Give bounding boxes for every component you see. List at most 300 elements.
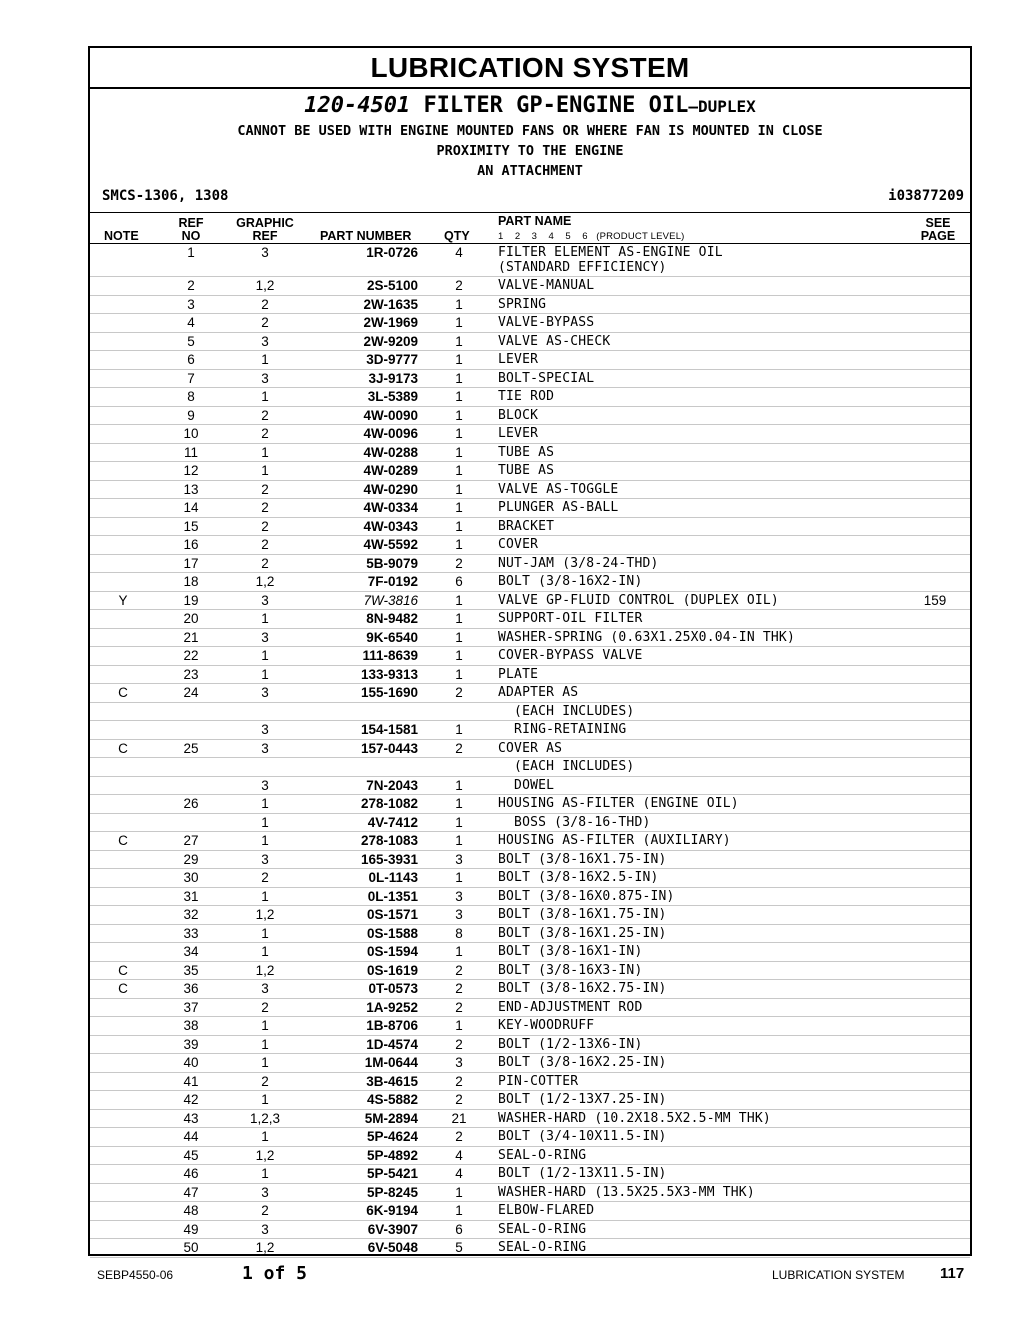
table-row [90,814,970,833]
row-part-number: 157-0443 [360,740,418,756]
row-ref-no: 22 [183,648,199,663]
row-qty: 4 [455,245,463,260]
table-row [90,1221,970,1240]
table-row [90,573,970,592]
row-ref-no: 31 [183,888,199,904]
row-graphic-ref: 1,2 [255,1147,275,1163]
table-row [90,758,970,777]
doc-number: SEBP4550-06 [97,1268,174,1282]
col-ref-top: REF [178,216,204,230]
row-qty: 1 [455,296,463,312]
row-part-name: HOUSING AS-FILTER (AUXILIARY) [498,833,731,848]
row-qty: 1 [455,629,463,645]
row-graphic-ref: 1,2 [255,574,275,589]
table-row [90,1036,970,1055]
section-title: LUBRICATION SYSTEM [90,48,970,89]
group-number: 120-4501 [304,93,411,118]
row-ref-no: 49 [183,1221,199,1237]
row-part-name: SEAL-O-RING [498,1221,587,1237]
row-part-number: 6V-3907 [367,1221,418,1237]
row-qty: 1 [455,333,463,349]
row-part-number: 5P-8245 [366,1184,418,1200]
row-graphic-ref: 1 [261,1055,269,1070]
row-qty: 2 [455,1129,463,1144]
row-part-name: BOLT (1/2-13X6-IN) [498,1036,643,1052]
row-part-number: 2W-1635 [363,296,418,312]
row-graphic-ref: 3 [261,851,269,867]
row-ref-no: 23 [183,666,199,682]
row-part-name: LEVER [498,426,539,441]
table-row [90,425,970,444]
table-row [90,703,970,722]
row-ref-no: 42 [183,1092,199,1107]
row-qty: 1 [455,814,463,830]
col-part-number: PART NUMBER [320,229,412,243]
row-graphic-ref: 1,2 [255,907,275,922]
table-row [90,1017,970,1036]
row-part-name: VALVE AS-CHECK [498,333,611,349]
table-row [90,610,970,629]
table-row [90,370,970,389]
row-qty: 1 [455,592,463,608]
row-graphic-ref: 1 [261,444,269,460]
row-ref-no: 2 [187,278,195,293]
row-graphic-ref: 1 [261,1129,269,1144]
row-part-name: BOLT-SPECIAL [498,370,595,386]
row-part-name: BOLT (3/8-16X2-IN) [498,574,643,589]
row-ref-no: 5 [187,333,195,349]
row-graphic-ref: 3 [261,722,269,737]
table-row [90,1239,970,1258]
row-part-number: 4V-7412 [367,814,418,830]
row-qty: 2 [455,962,463,978]
table-row [90,277,970,296]
row-qty: 2 [455,555,463,571]
row-graphic-ref: 1 [261,352,269,367]
row-qty: 3 [455,1055,463,1070]
row-ref-no: 34 [183,944,199,959]
col-part-name-label: PART NAME [498,214,572,228]
row-graphic-ref: 2 [261,555,269,571]
row-graphic-ref: 1 [261,814,269,830]
row-part-name: (EACH INCLUDES) [498,703,635,719]
row-ref-no: 39 [183,1036,199,1052]
row-part-number: 4W-0090 [363,407,418,423]
row-qty: 1 [455,666,463,682]
row-part-name: END-ADJUSTMENT ROD [498,999,643,1015]
group-suffix: —DUPLEX [688,97,756,116]
header-divider [90,212,970,213]
row-graphic-ref: 1 [261,666,269,682]
col-ref-bottom: NO [181,229,201,243]
row-part-name: BOLT (3/8-16X0.875-IN) [498,888,675,904]
row-note: C [118,833,128,848]
row-qty: 1 [455,796,463,811]
row-graphic-ref: 3 [261,592,269,608]
row-graphic-ref: 1 [261,1018,269,1033]
table-row [90,906,970,925]
row-ref-no: 44 [183,1129,199,1144]
row-qty: 2 [455,1092,463,1107]
page-of: 1 of 5 [242,1263,308,1284]
row-qty: 2 [455,278,463,293]
col-see-top: SEE [925,216,951,230]
note-line-1: CANNOT BE USED WITH ENGINE MOUNTED FANS OR WHERE FAN IS MOUNTED IN CLOSE [237,123,823,139]
row-qty: 21 [451,1110,467,1126]
row-part-number: 0S-1571 [366,907,418,922]
col-graphic-ref [230,217,300,243]
row-part-name: RING-RETAINING [498,722,627,737]
col-qty: QTY [444,229,470,243]
table-row [90,666,970,685]
row-part-name: TIE ROD [498,389,555,404]
row-graphic-ref: 1 [261,648,269,663]
row-graphic-ref: 1 [261,1166,269,1181]
table-row [90,244,970,277]
row-part-number: 278-1083 [360,833,418,848]
row-part-name: LEVER [498,352,539,367]
row-part-number: 5P-4892 [366,1147,418,1163]
col-note: NOTE [104,229,139,243]
row-qty: 3 [455,888,463,904]
table-row [90,684,970,703]
row-qty: 1 [455,870,463,885]
row-qty: 1 [455,1203,463,1218]
row-part-name: BLOCK [498,407,539,423]
table-row [90,592,970,611]
row-graphic-ref: 2 [261,426,269,441]
row-graphic-ref: 2 [261,500,269,515]
row-part-name: DOWEL [498,777,555,793]
table-row [90,407,970,426]
row-note: C [118,981,128,996]
row-qty: 1 [455,444,463,460]
table-row [90,980,970,999]
row-ref-no: 46 [183,1166,199,1181]
row-part-number: 0T-0573 [368,981,418,996]
row-ref-no: 36 [183,981,199,996]
row-part-number: 0L-1143 [368,870,418,885]
row-part-number: 1M-0644 [364,1055,418,1070]
row-qty: 2 [455,740,463,756]
row-graphic-ref: 3 [261,333,269,349]
row-part-name: BOLT (3/8-16X2.5-IN) [498,870,659,885]
row-part-number: 4S-5882 [366,1092,418,1107]
row-part-name: BOLT (3/4-10X11.5-IN) [498,1129,667,1144]
col-gref-bottom: REF [252,229,278,243]
row-part-name: VALVE AS-TOGGLE [498,481,619,497]
row-qty: 1 [455,500,463,515]
table-row [90,777,970,796]
row-ref-no: 19 [183,592,199,608]
row-qty: 1 [455,463,463,478]
row-qty: 2 [455,1073,463,1089]
col-see-bottom: PAGE [920,229,956,243]
row-part-name: WASHER-HARD (13.5X25.5X3-MM THK) [498,1184,755,1200]
row-part-number: 2S-5100 [366,278,418,293]
row-part-number: 4W-0343 [363,518,418,534]
row-ref-no: 43 [183,1110,199,1126]
row-note: Y [118,592,128,608]
row-ref-no: 24 [183,685,199,700]
row-graphic-ref: 3 [261,981,269,996]
row-graphic-ref: 2 [261,518,269,534]
row-qty: 1 [455,1018,463,1033]
row-ref-no: 38 [183,1018,199,1033]
row-part-number: 165-3931 [360,851,418,867]
row-ref-no: 32 [183,907,199,922]
row-ref-no: 33 [183,925,199,941]
row-part-name: SEAL-O-RING [498,1147,587,1163]
row-qty: 1 [455,389,463,404]
row-part-number: 8N-9482 [366,611,418,626]
row-graphic-ref: 1,2 [255,278,275,293]
row-part-number: 5M-2894 [364,1110,418,1126]
row-part-number: 4W-0096 [363,426,418,441]
row-part-number: 1R-0726 [366,245,418,260]
row-part-name: COVER AS [498,740,563,756]
row-qty: 6 [455,1221,463,1237]
row-part-number: 111-8639 [362,648,418,663]
row-part-number: 2W-9209 [363,333,418,349]
row-part-number: 1A-9252 [366,999,418,1015]
row-part-number: 133-9313 [360,666,418,682]
row-graphic-ref: 1 [261,1036,269,1052]
parts-table-body [90,244,970,1258]
row-graphic-ref: 1 [261,833,269,848]
table-row [90,629,970,648]
row-part-name: BOLT (1/2-13X11.5-IN) [498,1166,667,1181]
table-row [90,536,970,555]
row-part-number: 3J-9173 [368,370,418,386]
group-title [90,93,970,118]
row-part-name: WASHER-HARD (10.2X18.5X2.5-MM THK) [498,1110,771,1126]
row-qty: 2 [455,981,463,996]
row-graphic-ref: 2 [261,537,269,552]
row-note: C [118,740,128,756]
row-ref-no: 4 [187,315,195,330]
row-graphic-ref: 3 [261,1184,269,1200]
row-part-name: BOSS (3/8-16-THD) [498,814,651,830]
row-part-name: BOLT (3/8-16X3-IN) [498,962,643,978]
table-row [90,869,970,888]
table-row [90,999,970,1018]
group-name: FILTER GP-ENGINE OIL [423,93,689,118]
row-ref-no: 20 [183,611,199,626]
row-qty: 1 [455,518,463,534]
row-graphic-ref: 1,2 [255,1240,275,1255]
row-ref-no: 47 [183,1184,199,1200]
row-ref-no: 7 [187,370,195,386]
row-part-name: TUBE AS [498,444,555,460]
table-row [90,314,970,333]
row-ref-no: 30 [183,870,199,885]
row-part-name: BOLT (3/8-16X1.25-IN) [498,925,667,941]
row-part-number: 4W-0289 [363,463,418,478]
row-graphic-ref: 1 [261,389,269,404]
row-graphic-ref: 1 [261,611,269,626]
row-part-number: 3B-4615 [366,1073,418,1089]
row-part-number: 7W-3816 [363,592,418,608]
table-row [90,1073,970,1092]
table-row [90,296,970,315]
row-qty: 4 [455,1147,463,1163]
col-part-name [498,215,685,243]
row-part-name: (EACH INCLUDES) [498,759,635,774]
row-qty: 1 [455,481,463,497]
row-see-page: 159 [923,592,947,608]
row-graphic-ref: 2 [261,481,269,497]
row-ref-no: 29 [183,851,199,867]
row-qty: 1 [455,537,463,552]
row-qty: 4 [455,1166,463,1181]
row-part-name: BOLT (3/8-16X1.75-IN) [498,907,667,922]
row-part-number: 0L-1351 [367,888,418,904]
table-row [90,333,970,352]
row-qty: 1 [455,611,463,626]
row-part-name: HOUSING AS-FILTER (ENGINE OIL) [498,796,739,811]
row-graphic-ref: 2 [261,315,269,330]
row-ref-no: 25 [183,740,199,756]
row-graphic-ref: 2 [261,870,269,885]
row-part-name: PLUNGER AS-BALL [498,500,619,515]
row-part-name: FILTER ELEMENT AS-ENGINE OIL (STANDARD EFFICIENCY) [498,245,723,275]
row-part-name: BOLT (1/2-13X7.25-IN) [498,1092,667,1107]
row-part-number: 154-1581 [360,722,418,737]
row-qty: 1 [455,648,463,663]
table-row [90,888,970,907]
table-row [90,647,970,666]
row-qty: 1 [455,352,463,367]
table-row [90,481,970,500]
row-graphic-ref: 3 [261,777,269,793]
row-ref-no: 50 [183,1240,199,1255]
row-part-number: 4W-0334 [363,500,418,515]
row-qty: 1 [455,722,463,737]
table-row [90,1128,970,1147]
row-qty: 2 [455,999,463,1015]
row-graphic-ref: 1,2 [255,962,275,978]
row-graphic-ref: 1 [261,463,269,478]
row-part-name: BRACKET [498,518,555,534]
row-part-number: 5B-9079 [366,555,418,571]
row-part-name: SEAL-O-RING [498,1240,587,1255]
table-row [90,444,970,463]
row-ref-no: 26 [183,796,199,811]
row-part-number: 6V-5048 [367,1240,418,1255]
row-qty: 1 [455,777,463,793]
row-qty: 3 [455,907,463,922]
row-graphic-ref: 1 [261,1092,269,1107]
table-row [90,1054,970,1073]
row-qty: 1 [455,833,463,848]
row-graphic-ref: 2 [261,999,269,1015]
table-row [90,388,970,407]
page-footer [0,1262,1020,1286]
row-ref-no: 12 [183,463,199,478]
row-part-name: BOLT (3/8-16X2.25-IN) [498,1055,667,1070]
row-graphic-ref: 3 [261,245,269,260]
row-ref-no: 13 [183,481,199,497]
row-part-name: VALVE GP-FLUID CONTROL (DUPLEX OIL) [498,592,779,608]
row-graphic-ref: 3 [261,740,269,756]
table-row [90,1202,970,1221]
row-qty: 2 [455,1036,463,1052]
row-ref-no: 18 [183,574,199,589]
row-part-name: SUPPORT-OIL FILTER [498,611,643,626]
row-ref-no: 15 [183,518,199,534]
smcs-code: SMCS-1306, 1308 [102,188,229,204]
row-part-number: 5P-5421 [366,1166,418,1181]
row-qty: 1 [455,407,463,423]
row-part-name: BOLT (3/8-16X1.75-IN) [498,851,667,867]
col-ref [178,217,204,243]
smcs-row [102,188,964,208]
row-part-number: 2W-1969 [363,315,418,330]
row-qty: 3 [455,851,463,867]
row-ref-no: 9 [187,407,195,423]
table-row [90,962,970,981]
row-part-number: 4W-0288 [363,444,418,460]
table-row [90,462,970,481]
row-ref-no: 40 [183,1055,199,1070]
row-part-name: COVER-BYPASS VALVE [498,648,643,663]
row-part-number: 1B-8706 [366,1018,418,1033]
row-qty: 8 [455,925,463,941]
table-row [90,740,970,759]
row-part-number: 6K-9194 [366,1203,418,1218]
parts-page-frame [88,46,972,1256]
row-part-number: 7F-0192 [367,574,418,589]
row-qty: 1 [455,315,463,330]
row-graphic-ref: 1 [261,796,269,811]
table-row [90,925,970,944]
footer-section: LUBRICATION SYSTEM [772,1268,905,1282]
row-qty: 2 [455,685,463,700]
table-row [90,851,970,870]
row-ref-no: 45 [183,1147,199,1163]
row-ref-no: 8 [187,389,195,404]
row-part-name: NUT-JAM (3/8-24-THD) [498,555,659,571]
row-ref-no: 14 [183,500,199,515]
row-graphic-ref: 1,2,3 [249,1110,281,1126]
table-row [90,943,970,962]
row-part-name: ELBOW-FLARED [498,1203,595,1218]
page-number: 117 [940,1265,965,1282]
row-part-number: 1D-4574 [366,1036,418,1052]
row-ref-no: 1 [187,245,195,260]
row-part-name: PLATE [498,666,539,682]
row-ref-no: 11 [183,444,198,460]
row-part-name: BOLT (3/8-16X1-IN) [498,944,643,959]
row-ref-no: 10 [183,426,199,441]
table-row [90,795,970,814]
row-part-number: 155-1690 [360,685,418,700]
row-part-name: SPRING [498,296,547,312]
row-part-name: VALVE-BYPASS [498,315,595,330]
row-part-name: COVER [498,537,539,552]
row-part-number: 0S-1594 [366,944,418,959]
row-ref-no: 41 [183,1073,199,1089]
row-ref-no: 21 [183,629,199,645]
row-note: C [118,685,128,700]
row-graphic-ref: 3 [261,370,269,386]
row-part-name: KEY-WOODRUFF [498,1018,595,1033]
row-part-number: 0S-1619 [366,962,418,978]
table-row [90,1091,970,1110]
row-part-number: 7N-2043 [366,777,418,793]
row-qty: 1 [455,426,463,441]
